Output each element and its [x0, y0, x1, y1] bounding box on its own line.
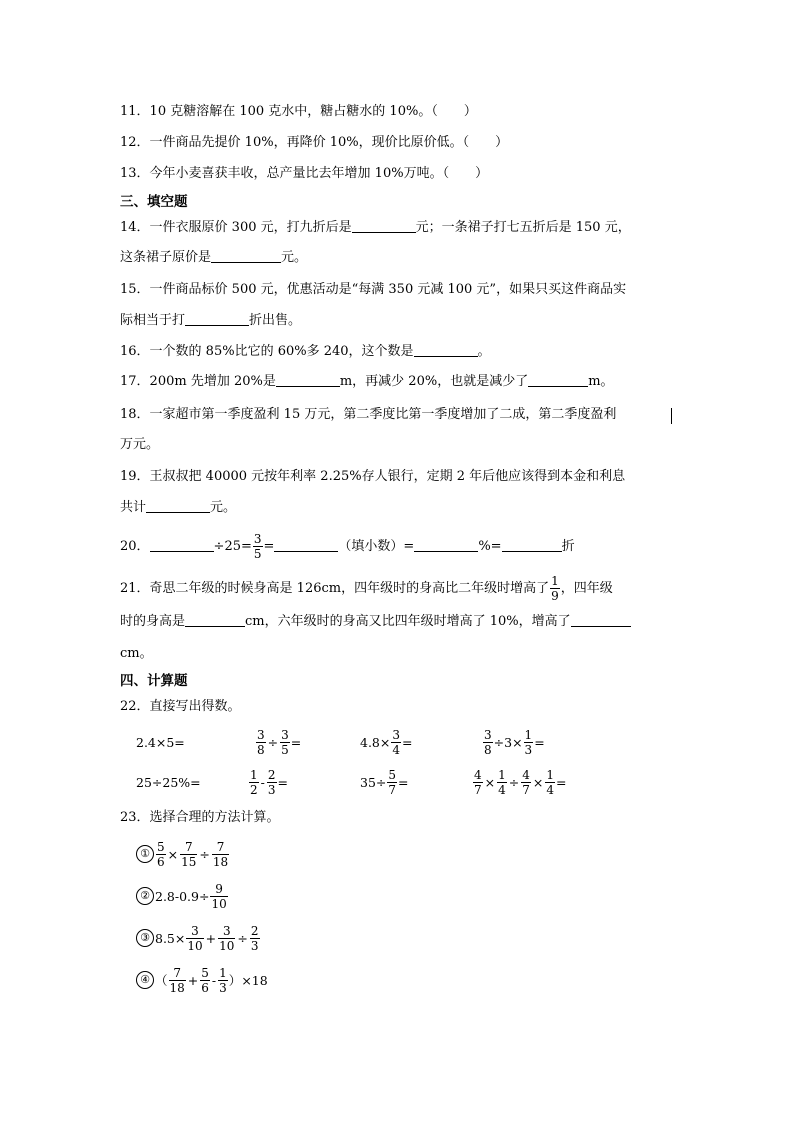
- fraction-numerator: 4: [522, 767, 530, 782]
- answer-blank[interactable]: [276, 372, 340, 387]
- math-text: ÷: [508, 774, 520, 790]
- math-text: ×: [532, 774, 544, 790]
- fraction-numerator: 1: [219, 965, 227, 980]
- fraction: [212, 841, 229, 868]
- fraction-denominator: 4: [498, 782, 506, 797]
- question-21-line3: cm。: [120, 646, 153, 661]
- math-text: ×: [484, 774, 496, 790]
- fraction-numerator: 1: [546, 767, 555, 782]
- math-text: =: [556, 774, 567, 790]
- math-text: （: [155, 973, 168, 988]
- math-text: 2.8-0.9÷: [155, 888, 210, 904]
- question-20: 20． ÷25= $\frac{3}{5}$ = （填小数）= %= 折: [120, 532, 575, 561]
- fraction: [169, 967, 186, 994]
- fraction: [250, 925, 260, 952]
- fraction-denominator: 4: [546, 782, 555, 797]
- question-11: 11．10 克糖溶解在 100 克水中，糖占糖水的 10%。（ ）: [120, 104, 477, 119]
- fraction-numerator: 9: [210, 883, 227, 897]
- section-4-title: 四、计算题: [120, 673, 188, 689]
- fraction-numerator: 4: [474, 767, 482, 782]
- fraction-denominator: 4: [392, 742, 400, 757]
- fraction: [253, 533, 263, 560]
- fraction-numerator: 2: [267, 767, 276, 782]
- calc-item: [136, 762, 201, 802]
- fraction: [497, 769, 507, 796]
- circled-number: ②: [136, 887, 154, 905]
- math-text: =: [290, 734, 302, 750]
- fraction: [280, 729, 290, 756]
- fraction-numerator: 3: [218, 925, 235, 939]
- answer-blank[interactable]: [502, 537, 562, 552]
- fraction-numerator: 1: [250, 767, 258, 782]
- math-text: ÷: [199, 846, 210, 862]
- math-text: =: [402, 734, 413, 750]
- question-21-line1: 21．奇思二年级的时候身高是 126cm，四年级时的身高比二年级时增高了 $\frac{1}{9}$ ，四年级: [120, 574, 613, 603]
- fraction: [524, 729, 534, 756]
- math-text: -: [211, 972, 217, 988]
- fraction-numerator: 1: [551, 574, 559, 588]
- fraction-denominator: 3: [250, 938, 259, 953]
- math-text: ÷3×: [493, 734, 523, 750]
- fraction: [180, 841, 197, 868]
- question-19-line2: 共计 元。: [120, 500, 237, 515]
- math-text: =: [277, 774, 288, 790]
- fraction: [249, 769, 259, 796]
- question-12: 12．一件商品先提价 10%，再降价 10%，现价比原价低。（ ）: [120, 135, 509, 150]
- fraction-denominator: 3: [524, 742, 533, 757]
- fraction-numerator: 1: [524, 727, 533, 742]
- answer-blank[interactable]: [571, 612, 631, 627]
- fraction-denominator: 8: [257, 742, 265, 757]
- fraction-denominator: 5: [253, 547, 262, 561]
- math-text: +: [205, 930, 217, 946]
- question-21-line2: 时的身高是 cm，六年级时的身高又比四年级时增高了 10%，增高了: [120, 612, 631, 632]
- question-18-line1: 18．一家超市第一季度盈利 15 万元，第二季度比第一季度增加了二成，第二季度盈利: [120, 407, 617, 422]
- question-15-line1: 15．一件商品标价 500 元，优惠活动是“每满 350 元减 100 元”，如果只买这件商品实: [120, 282, 627, 297]
- math-text: 25÷25%=: [136, 774, 201, 790]
- calc-exercise-2: [136, 876, 229, 916]
- fraction: [545, 769, 555, 796]
- fraction-denominator: 6: [201, 980, 209, 995]
- circled-number: ③: [136, 929, 154, 947]
- fraction-denominator: 7: [474, 782, 482, 797]
- fraction: [218, 925, 235, 952]
- answer-blank[interactable]: [528, 372, 588, 387]
- fraction-denominator: 10: [187, 938, 203, 953]
- question-19-line1: 19．王叔叔把 40000 元按年利率 2.25%存人银行，定期 2 年后他应该得到本金和利息: [120, 469, 626, 484]
- fraction-denominator: 9: [551, 589, 559, 603]
- fraction: [267, 769, 277, 796]
- calc-exercise-1: [136, 834, 230, 874]
- calc-item: [255, 722, 301, 762]
- circled-number: ①: [136, 845, 154, 863]
- calc-exercise-4: [136, 960, 268, 1000]
- math-text: ×18: [241, 972, 268, 988]
- question-15-line2: 际相当于打 折出售。: [120, 313, 302, 328]
- fraction: [550, 575, 560, 602]
- section-3-title: 三、填空题: [120, 194, 188, 210]
- fraction: [483, 729, 493, 756]
- math-text: ×: [167, 846, 179, 862]
- calc-item: [248, 762, 288, 802]
- fraction: [210, 883, 227, 910]
- math-text: ÷: [267, 734, 279, 750]
- answer-blank[interactable]: [185, 612, 245, 627]
- calc-exercise-3: [136, 918, 261, 958]
- fraction-numerator: 3: [484, 727, 492, 742]
- answer-blank[interactable]: [414, 342, 478, 357]
- calc-item: [360, 762, 409, 802]
- answer-blank[interactable]: [185, 311, 249, 326]
- fraction: [256, 729, 266, 756]
- fraction-numerator: 3: [186, 925, 203, 939]
- math-text: ÷: [237, 930, 248, 946]
- fraction-numerator: 7: [180, 841, 197, 855]
- calc-item: [472, 762, 567, 802]
- answer-blank[interactable]: [211, 248, 281, 263]
- math-text: 4.8×: [360, 734, 391, 750]
- fraction-numerator: 3: [392, 727, 400, 742]
- math-text: 8.5×: [155, 930, 186, 946]
- fraction-denominator: 18: [212, 854, 229, 869]
- fraction-denominator: 10: [219, 938, 235, 953]
- math-text: 2.4×5=: [136, 734, 185, 750]
- math-text: -: [260, 774, 265, 790]
- question-17: 17．200m 先增加 20%是 m，再减少 20%，也就是减少了 m。: [120, 374, 614, 389]
- fraction: [387, 769, 397, 796]
- answer-blank[interactable]: [414, 537, 478, 552]
- fraction-numerator: 5: [201, 965, 209, 980]
- fraction-denominator: 3: [219, 980, 227, 995]
- fraction: [156, 841, 166, 868]
- question-22: 22．直接写出得数。: [120, 699, 241, 714]
- math-text: +: [187, 972, 199, 988]
- fraction: [218, 967, 228, 994]
- fraction-denominator: 2: [250, 782, 258, 797]
- question-14-line1: 14．一件衣服原价 300 元，打九折后是 元；一条裙子打七五折后是 150 元，: [120, 220, 631, 235]
- fraction: [186, 925, 203, 952]
- fraction-numerator: 7: [169, 967, 186, 981]
- fraction-numerator: 2: [250, 923, 259, 938]
- answer-blank[interactable]: [274, 537, 338, 552]
- fraction-denominator: 6: [157, 854, 165, 869]
- fraction: [473, 769, 483, 796]
- math-text: =: [398, 774, 409, 790]
- calc-item: [482, 722, 545, 762]
- fraction-numerator: 1: [498, 767, 506, 782]
- fraction-denominator: 15: [181, 854, 197, 869]
- question-18-line2: 万元。: [120, 437, 160, 452]
- fraction-denominator: 3: [267, 782, 276, 797]
- fraction-denominator: 7: [522, 782, 530, 797]
- question-23: 23．选择合理的方法计算。: [120, 810, 280, 825]
- fraction-denominator: 18: [169, 980, 185, 995]
- answer-blank[interactable]: [352, 218, 416, 233]
- question-14-line2: 这条裙子原价是 元。: [120, 250, 308, 265]
- question-13: 13．今年小麦喜获丰收，总产量比去年增加 10%万吨。（ ）: [120, 166, 489, 181]
- fraction-numerator: 5: [388, 767, 397, 782]
- fraction-numerator: 3: [257, 727, 265, 742]
- math-text: =: [534, 734, 545, 750]
- circled-number: ④: [136, 971, 154, 989]
- fraction-numerator: 3: [253, 532, 262, 546]
- fraction: [200, 967, 210, 994]
- fraction-numerator: 5: [157, 839, 165, 854]
- fraction-numerator: 7: [212, 841, 229, 855]
- question-16: 16．一个数的 85%比它的 60%多 240，这个数是 。: [120, 344, 491, 359]
- fraction-denominator: 10: [211, 896, 227, 911]
- fraction: [521, 769, 531, 796]
- answer-blank-marker: [671, 408, 672, 424]
- calc-item: [360, 722, 412, 762]
- fraction-denominator: 5: [281, 742, 289, 757]
- fraction-denominator: 8: [484, 742, 492, 757]
- math-text: 35÷: [360, 774, 387, 790]
- math-text: ）: [228, 973, 242, 988]
- fraction-numerator: 3: [281, 727, 289, 742]
- fraction-denominator: 7: [388, 782, 397, 797]
- calc-item: [136, 722, 185, 762]
- fraction: [391, 729, 401, 756]
- answer-blank[interactable]: [150, 537, 214, 552]
- answer-blank[interactable]: [146, 498, 210, 513]
